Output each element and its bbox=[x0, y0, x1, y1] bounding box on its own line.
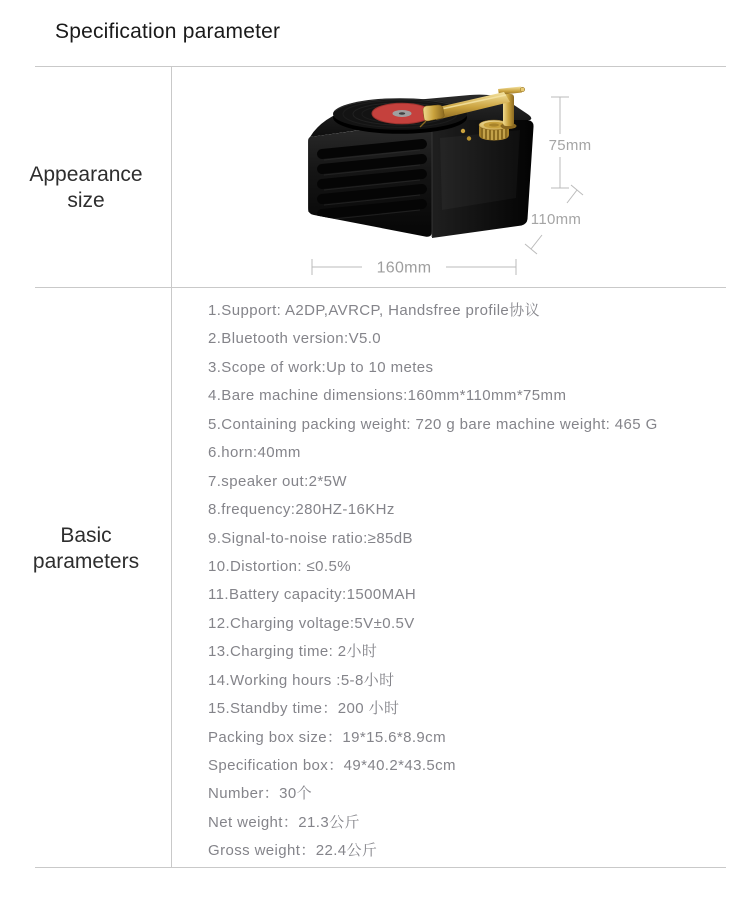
page-title: Specification parameter bbox=[55, 20, 281, 43]
row-label-line: Appearance bbox=[29, 163, 143, 186]
dimension-depth-line bbox=[525, 185, 583, 254]
spec-line: 1.Support: A2DP,AVRCP, Handsfree profile协议 bbox=[208, 302, 540, 319]
row-label-line: size bbox=[67, 189, 105, 212]
dimension-width-line bbox=[312, 259, 516, 277]
spec-line: 7.speaker out:2*5W bbox=[208, 472, 347, 490]
spec-line: 15.Standby time：200 小时 bbox=[208, 700, 400, 718]
spec-line: Number：30个 bbox=[208, 785, 313, 803]
spec-line: Packing box size：19*15.6*8.9cm bbox=[208, 728, 446, 746]
spec-line: 11.Battery capacity:1500MAH bbox=[208, 586, 417, 604]
spec-line: 5.Containing packing weight: 720 g bare machine weight: 465 G bbox=[208, 415, 658, 433]
row-label-line: Basic bbox=[60, 524, 112, 547]
spec-line: 14.Working hours :5-8小时 bbox=[208, 671, 395, 689]
table-border-bottom bbox=[35, 867, 726, 868]
spec-line: 8.frequency:280HZ-16KHz bbox=[208, 501, 395, 519]
spec-line: 3.Scope of work:Up to 10 metes bbox=[208, 358, 434, 376]
dimension-height-label: 75mm bbox=[548, 137, 592, 154]
spec-line: Specification box：49*40.2*43.5cm bbox=[208, 757, 456, 774]
row-label-line: parameters bbox=[32, 550, 140, 573]
dimension-height-line bbox=[549, 97, 592, 188]
spec-list bbox=[208, 297, 728, 866]
spec-line: 2.Bluetooth version:V5.0 bbox=[208, 330, 382, 348]
spec-line: Gross weight：22.4公斤 bbox=[208, 842, 378, 860]
product-illustration bbox=[280, 80, 610, 280]
spec-line: 12.Charging voltage:5V±0.5V bbox=[208, 614, 415, 632]
dimension-depth-label: 110mm bbox=[530, 211, 582, 228]
spec-line: 10.Distortion: ≤0.5% bbox=[208, 557, 351, 575]
row-label-appearance-size bbox=[0, 162, 172, 214]
dimension-width-label: 160mm bbox=[376, 259, 432, 277]
row-label-basic-parameters bbox=[0, 523, 172, 575]
spec-line: Net weight：21.3公斤 bbox=[208, 813, 360, 831]
spec-line: 6.horn:40mm bbox=[208, 444, 301, 462]
spec-line: 13.Charging time: 2小时 bbox=[208, 643, 378, 661]
spec-line: 9.Signal-to-noise ratio:≥85dB bbox=[208, 529, 413, 547]
table-border-middle bbox=[35, 287, 726, 288]
spec-line: 4.Bare machine dimensions:160mm*110mm*75mm bbox=[208, 387, 567, 405]
table-border-top bbox=[35, 66, 726, 67]
